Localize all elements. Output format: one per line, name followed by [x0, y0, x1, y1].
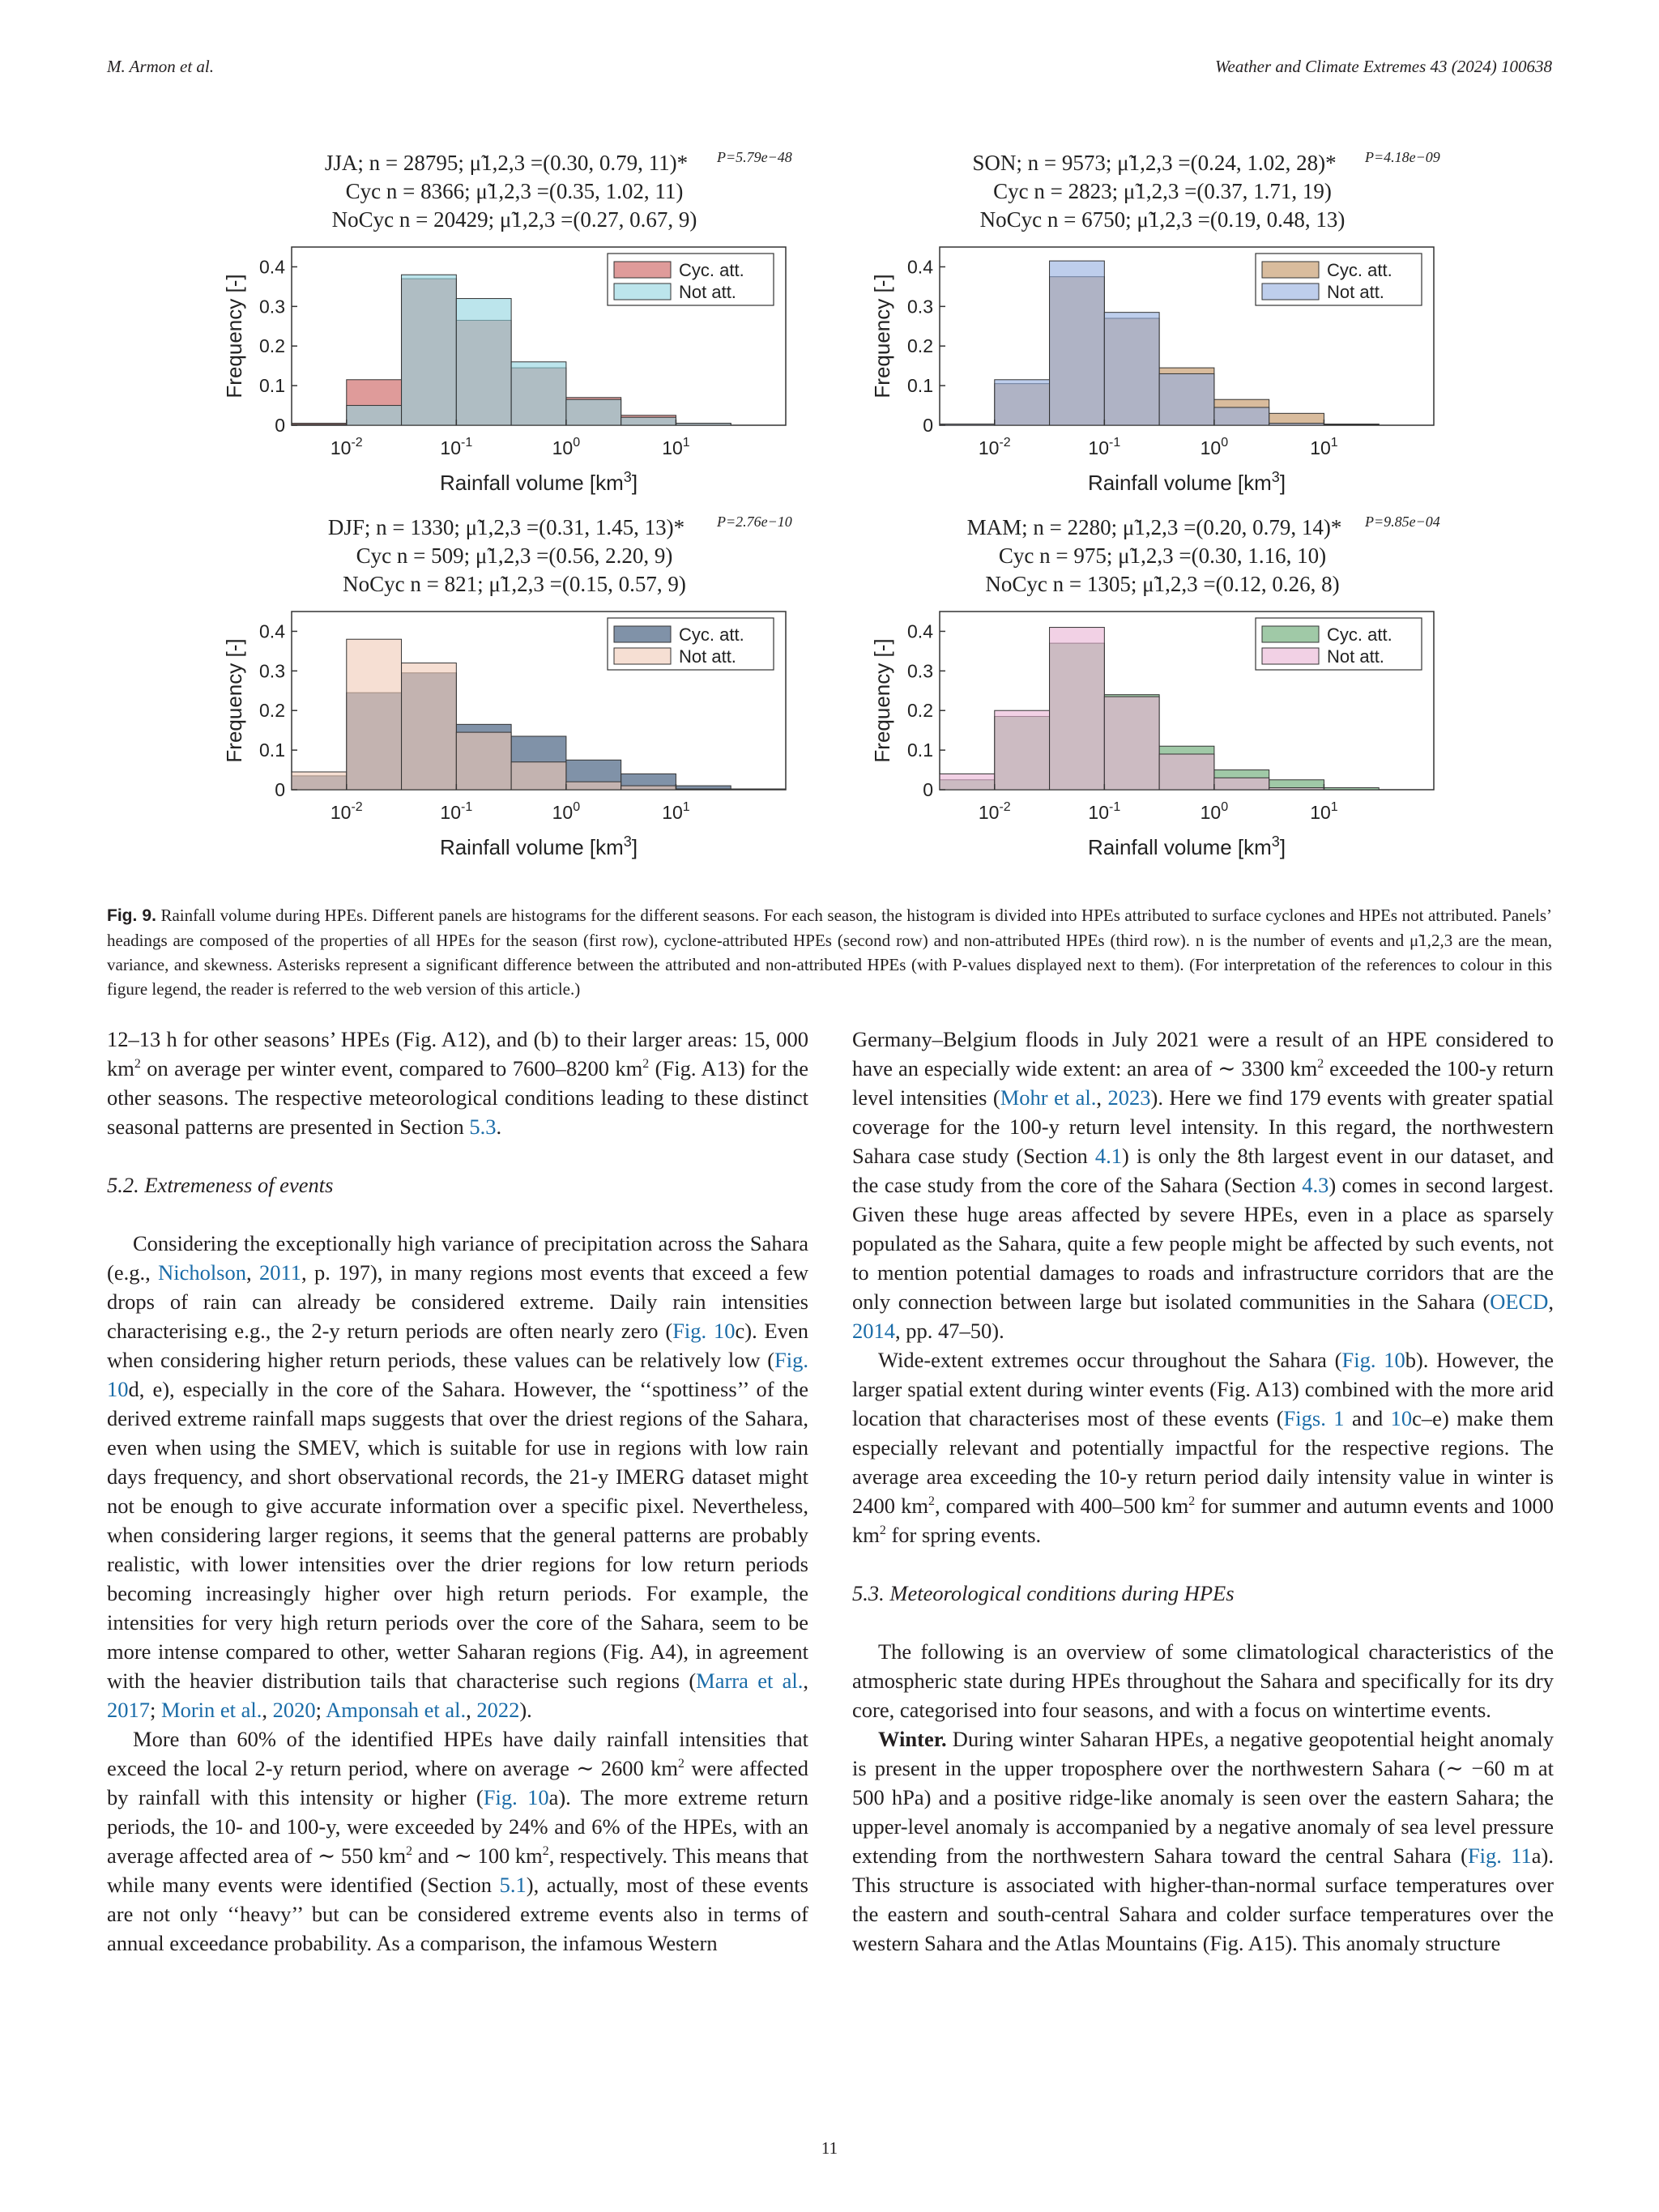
citation-link[interactable]: 2014: [852, 1319, 895, 1343]
x-tick-label: $10^{-1}$: [1088, 436, 1121, 458]
y-tick-label: 0.3: [907, 296, 933, 318]
histogram-bar: [402, 663, 457, 790]
legend-swatch: [614, 262, 671, 278]
histogram-panels: [219, 146, 1450, 899]
histogram-bar: [995, 380, 1050, 425]
x-tick-label: $10^0$: [1200, 800, 1229, 823]
legend-swatch: [614, 626, 671, 642]
legend-label: Not att.: [679, 282, 736, 302]
figure-link[interactable]: Fig. 10: [1341, 1348, 1405, 1372]
y-tick-label: 0.3: [907, 660, 933, 682]
histogram-bar: [621, 786, 676, 790]
histogram-bar: [1050, 261, 1105, 425]
x-tick-label: $10^{-2}$: [978, 800, 1011, 823]
legend-label: Not att.: [679, 646, 736, 667]
citation-link[interactable]: 2022: [476, 1698, 520, 1722]
figure-link[interactable]: Fig. 11: [1467, 1843, 1532, 1868]
y-tick-label: 0.4: [907, 256, 933, 278]
histogram-bar: [456, 732, 511, 790]
right-column: [852, 1025, 1554, 1958]
y-tick-label: 0.1: [259, 375, 285, 397]
paragraph: 12–13 h for other seasons’ HPEs (Fig. A12), and (b) to their larger areas: 15, 000 $km^2$ on average per winter event, compared to 7600–8200 $km^2$ (Fig. A13) for the other seasons. The respective meteorological conditions leading to these distinct seasonal patterns are presented in Section 5.3.: [107, 1027, 808, 1139]
y-tick-label: 0.4: [259, 256, 285, 278]
section-heading-5-3: 5.3. Meteorological conditions during HPEs: [852, 1581, 1235, 1605]
legend-swatch: [1262, 626, 1319, 642]
figure-link[interactable]: 10: [1390, 1406, 1413, 1430]
left-column: [107, 1025, 808, 1958]
x-tick-label: $10^{-1}$: [1088, 800, 1121, 823]
figure-link[interactable]: Fig. 10: [107, 1348, 808, 1401]
legend-label: Not att.: [1327, 282, 1384, 302]
paragraph: The following is an overview of some climatological characteristics of the atmospheric state during HPEs throughout the Sahara and specifically for its dry core, categorised into four seasons, and with a focus on wintertime events.: [852, 1639, 1554, 1722]
section-link[interactable]: 5.1: [499, 1873, 527, 1897]
x-tick-label: $10^1$: [662, 800, 690, 823]
figure-link[interactable]: Fig. 10: [672, 1319, 736, 1343]
page-number: 11: [821, 2138, 838, 2158]
panel-pvalue: P=4.18e−09: [1365, 149, 1440, 165]
citation-link[interactable]: OECD: [1490, 1289, 1549, 1314]
y-tick-label: 0.4: [259, 620, 285, 642]
histogram-panel-jja: [222, 149, 792, 495]
y-tick-label: 0.1: [907, 739, 933, 761]
histogram-bar: [1214, 407, 1269, 425]
x-tick-label: $10^1$: [1310, 436, 1338, 458]
figure-link[interactable]: Figs. 1: [1283, 1406, 1345, 1430]
histogram-bar: [940, 424, 995, 425]
x-tick-label: $10^1$: [1310, 800, 1338, 823]
header-authors: M. Armon et al.: [107, 57, 215, 76]
y-tick-label: 0.3: [259, 296, 285, 318]
legend-swatch: [614, 648, 671, 664]
panel-title: DJF; n = 1330; μ̃1,2,3 =(0.31, 1.45, 13)*: [327, 515, 685, 539]
y-axis-label: Frequency [-]: [222, 274, 246, 399]
y-tick-label: 0.1: [907, 375, 933, 397]
x-tick-label: $10^{-1}$: [440, 436, 473, 458]
histogram-bar: [1324, 788, 1379, 790]
histogram-bar: [1159, 754, 1214, 790]
panel-title-cyc: Cyc n = 8366; μ̃1,2,3 =(0.35, 1.02, 11): [345, 179, 684, 203]
histogram-bar: [292, 772, 347, 790]
citation-link[interactable]: Nicholson: [158, 1260, 246, 1285]
paragraph: Winter. During winter Saharan HPEs, a negative geopotential height anomaly is present in the upper troposphere over the northwestern Sahara (∼ −60 m at 500 hPa) and a positive ridge-like anomaly is seen over the eastern Sahara; the upper-level anomaly is accompanied by a negative anomaly of sea level pressure extending from the northwestern Sahara toward the central Sahara (Fig. 11a). This structure is associated with higher-than-normal surface temperatures over the eastern and south-central Sahara and colder surface temperatures over the western Sahara and the Atlas Mountains (Fig. A15). This anomaly structure: [852, 1727, 1554, 1955]
y-tick-label: 0.1: [259, 739, 285, 761]
legend-label: Cyc. att.: [1327, 624, 1392, 645]
histogram-bar: [621, 417, 676, 425]
figure-9: [219, 146, 1450, 899]
y-tick-label: 0.3: [259, 660, 285, 682]
y-tick-label: 0.2: [907, 700, 933, 722]
histogram-bar: [347, 639, 402, 790]
legend-label: Cyc. att.: [1327, 260, 1392, 280]
y-axis-label: Frequency [-]: [870, 638, 894, 763]
panel-title-nocyc: NoCyc n = 20429; μ̃1,2,3 =(0.27, 0.67, 9): [331, 207, 697, 232]
histogram-bar: [456, 299, 511, 425]
y-axis-label: Frequency [-]: [222, 638, 246, 763]
header-journal: Weather and Climate Extremes 43 (2024) 100638: [1214, 57, 1552, 76]
legend-swatch: [1262, 283, 1319, 300]
x-tick-label: $10^0$: [1200, 436, 1229, 458]
histogram-bar: [511, 362, 566, 425]
section-link[interactable]: 4.3: [1302, 1173, 1329, 1197]
figure-caption: [107, 903, 1552, 1001]
caption-label: Fig. 9.: [107, 906, 156, 925]
histogram-bar: [676, 789, 731, 790]
histogram-bar: [566, 782, 621, 790]
citation-link[interactable]: 2023: [1107, 1085, 1151, 1110]
legend-swatch: [614, 283, 671, 300]
panel-pvalue: P=5.79e−48: [717, 149, 792, 165]
y-tick-label: 0.2: [907, 335, 933, 357]
histogram-bar: [1104, 697, 1159, 790]
panel-title-cyc: Cyc n = 975; μ̃1,2,3 =(0.30, 1.16, 10): [998, 543, 1327, 568]
citation-link[interactable]: 2017: [107, 1698, 150, 1722]
y-tick-label: 0.4: [907, 620, 933, 642]
citation-link[interactable]: Morin et al.: [161, 1698, 262, 1722]
panel-pvalue: P=2.76e−10: [717, 514, 792, 530]
caption-text: Rainfall volume during HPEs. Different panels are histograms for the different seasons. For each season, the histogram is divided into HPEs attributed to surface cyclones and HPEs not attributed. Panels’ headings are composed of the properties of all HPEs for the season (first row), cyclone-attributed HPEs (second row) and non-attributed HPEs (third row). n is the number of events and μ̃1,2,3 are the mean, variance, and skewness. Asterisks represent a significant difference between the attributed and non-attributed HPEs (with P-values displayed next to them). (For interpretation of the references to colour in this figure legend, the reader is referred to the web version of this article.): [107, 906, 1553, 999]
histogram-bar: [402, 275, 457, 425]
histogram-bar: [676, 424, 731, 425]
citation-link[interactable]: Marra et al.: [696, 1669, 804, 1693]
histogram-bar: [1214, 778, 1269, 790]
x-tick-label: $10^0$: [552, 436, 581, 458]
x-tick-label: $10^1$: [662, 436, 690, 458]
figure-link[interactable]: Fig. 10: [483, 1785, 549, 1809]
y-tick-label: 0: [275, 779, 285, 800]
section-link[interactable]: 4.1: [1094, 1144, 1123, 1168]
panel-title-cyc: Cyc n = 509; μ̃1,2,3 =(0.56, 2.20, 9): [356, 543, 673, 568]
histogram-panel-mam: [870, 514, 1440, 859]
histogram-panel-son: [870, 149, 1440, 495]
panel-title: SON; n = 9573; μ̃1,2,3 =(0.24, 1.02, 28)*: [972, 151, 1337, 175]
histogram-bar: [566, 399, 621, 425]
citation-link[interactable]: 2011: [258, 1260, 301, 1285]
x-tick-label: $10^{-1}$: [440, 800, 473, 823]
panel-title-nocyc: NoCyc n = 1305; μ̃1,2,3 =(0.12, 0.26, 8): [985, 572, 1340, 596]
paragraph: Wide-extent extremes occur throughout the Sahara (Fig. 10b). However, the larger spatial extent during winter events (Fig. A13) combined with the more arid location that characterises most of these events (Figs. 1 and 10c–e) make them especially relevant and potentially impactful for the respective regions. The average area exceeding the 10-y return period daily intensity value in winter is 2400 $km^2$, compared with 400–500 $km^2$ for summer and autumn events and 1000 $km^2$ for spring events.: [852, 1348, 1555, 1547]
y-tick-label: 0: [923, 779, 933, 800]
y-tick-label: 0: [275, 415, 285, 436]
legend-label: Cyc. att.: [679, 260, 744, 280]
x-tick-label: $10^{-2}$: [330, 436, 363, 458]
histogram-bar: [731, 789, 786, 790]
x-tick-label: $10^{-2}$: [978, 436, 1011, 458]
x-axis-label: Rainfall volume $[km^3]$: [1087, 833, 1286, 859]
histogram-bar: [1159, 373, 1214, 425]
section-link[interactable]: 5.3: [469, 1115, 497, 1139]
legend-label: Cyc. att.: [679, 624, 744, 645]
panel-title-nocyc: NoCyc n = 821; μ̃1,2,3 =(0.15, 0.57, 9): [343, 572, 686, 596]
x-axis-label: Rainfall volume $[km^3]$: [1087, 469, 1286, 495]
x-axis-label: Rainfall volume $[km^3]$: [439, 469, 638, 495]
x-tick-label: $10^0$: [552, 800, 581, 823]
y-tick-label: 0.2: [259, 700, 285, 722]
panel-title: JJA; n = 28795; μ̃1,2,3 =(0.30, 0.79, 11)*: [324, 151, 689, 175]
histogram-bar: [1104, 313, 1159, 425]
citation-link[interactable]: Amponsah et al.: [326, 1698, 467, 1722]
paragraph: Considering the exceptionally high variance of precipitation across the Sahara (e.g., Nicholson, 2011, p. 197), in many regions most events that exceed a few drops of rain can already be considered extreme. Daily rain intensities characterising e.g., the 2-y return periods are often nearly zero (Fig. 10c). Even when considering higher return periods, these values can be relatively low (Fig. 10d, e), especially in the core of the Sahara. However, the ‘‘spottiness’’ of the derived extreme rainfall maps suggests that over the driest regions of the Sahara, even when using the SMEV, which is suitable for use in regions with low rain days frequency, and short observational records, the 21-y IMERG dataset might not be enough to give accurate information over a specific pixel. Nevertheless, when considering larger regions, it seems that the general patterns are probably realistic, with lower intensities over the drier regions for low return periods becoming increasingly higher over high return periods. For example, the intensities for very high return periods over the core of the Sahara, seem to be more intense compared to other, wetter Saharan regions (Fig. A4), in agreement with the heavier distribution tails that characterise such regions (Marra et al., 2017; Morin et al., 2020; Amponsah et al., 2022).: [107, 1231, 808, 1722]
histogram-bar: [1269, 788, 1324, 790]
paragraph: Germany–Belgium floods in July 2021 were a result of an HPE considered to have an especially wide extent: an area of ∼ 3300 $km^2$ exceeded the 100-y return level intensities (Mohr et al., 2023). Here we find 179 events with greater spatial coverage for the 100-y return level intensity. In this regard, the northwestern Sahara case study (Section 4.1) is only the 8th largest event in our dataset, and the case study from the core of the Sahara (Section 4.3) comes in second largest. Given these huge areas affected by severe HPEs, even in a place as sparsely populated as the Sahara, quite a few people might be affected by such events, not to mention potential damages to roads and infrastructure corridors that are the only connection between large but isolated communities in the Sahara (OECD, 2014, pp. 47–50).: [852, 1027, 1554, 1343]
histogram-bar: [511, 762, 566, 790]
y-tick-label: 0: [923, 415, 933, 436]
citation-link[interactable]: 2020: [272, 1698, 316, 1722]
histogram-bar: [995, 710, 1050, 790]
histogram-bar: [292, 424, 347, 425]
histogram-bar: [1269, 424, 1324, 425]
y-axis-label: Frequency [-]: [870, 274, 894, 399]
panel-title-nocyc: NoCyc n = 6750; μ̃1,2,3 =(0.19, 0.48, 13): [979, 207, 1346, 232]
panel-title-cyc: Cyc n = 2823; μ̃1,2,3 =(0.37, 1.71, 19): [993, 179, 1332, 203]
legend-label: Not att.: [1327, 646, 1384, 667]
histogram-bar: [347, 406, 402, 425]
panel-pvalue: P=9.85e−04: [1365, 514, 1440, 530]
histogram-bar: [940, 774, 995, 790]
x-tick-label: $10^{-2}$: [330, 800, 363, 823]
citation-link[interactable]: Mohr et al.: [1000, 1085, 1097, 1110]
y-tick-label: 0.2: [259, 335, 285, 357]
x-axis-label: Rainfall volume $[km^3]$: [439, 833, 638, 859]
legend-swatch: [1262, 262, 1319, 278]
histogram-bar: [1050, 628, 1105, 790]
section-heading-5-2: 5.2. Extremeness of events: [107, 1173, 334, 1197]
paragraph: More than 60% of the identified HPEs have daily rainfall intensities that exceed the local 2-y return period, where on average ∼ 2600 $km^2$ were affected by rainfall with this intensity or higher (Fig. 10a). The more extreme return periods, the 10- and 100-y, were exceeded by 24% and 6% of the HPEs, with an average affected area of ∼ 550 $km^2$ and ∼ 100 $km^2$, respectively. This means that while many events were identified (Section 5.1), actually, most of these events are not only ‘‘heavy’’ but can be considered extreme events also in terms of annual exceedance probability. As a comparison, the infamous Western: [107, 1727, 808, 1955]
panel-title: MAM; n = 2280; μ̃1,2,3 =(0.20, 0.79, 14)*: [966, 515, 1342, 539]
histogram-bar: [1324, 424, 1379, 425]
histogram-panel-djf: [222, 514, 792, 859]
legend-swatch: [1262, 648, 1319, 664]
